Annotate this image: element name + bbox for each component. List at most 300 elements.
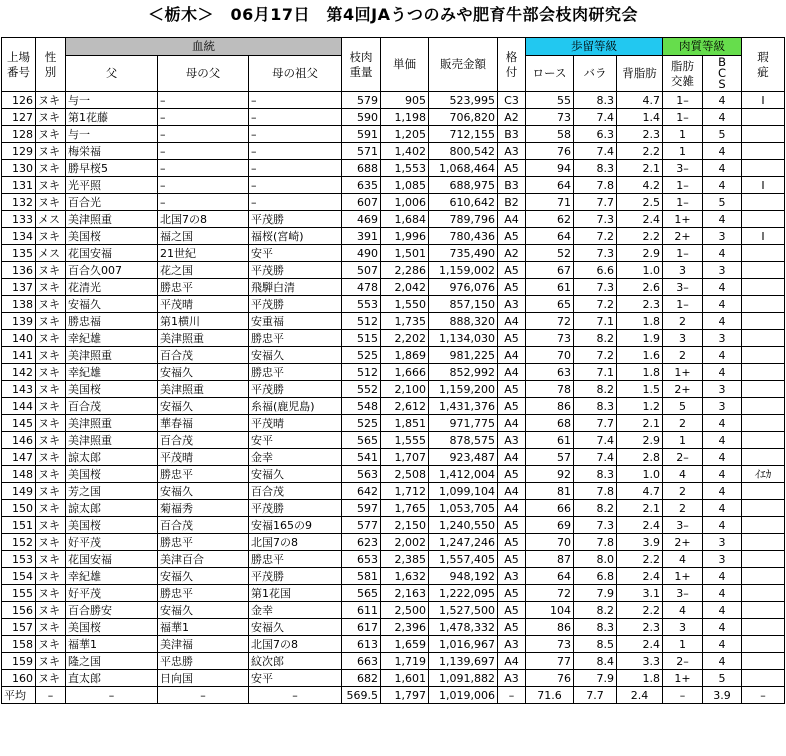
table-row	[2, 211, 785, 228]
table-row	[2, 551, 785, 568]
cell-dam-sire: 勝忠平	[158, 585, 249, 602]
cell-unit-price: 1,996	[381, 228, 429, 245]
cell-carcass-weight: 525	[342, 347, 381, 364]
cell-carcass-weight: 571	[342, 143, 381, 160]
cell-grade: B3	[498, 177, 526, 194]
cell-sex: ヌキ	[36, 449, 66, 466]
cell-loin: 57	[526, 449, 574, 466]
cell-rib: 8.0	[574, 551, 617, 568]
cell-dam-sire: –	[158, 177, 249, 194]
cell-dam-grandsire: 飛騨白清	[249, 279, 342, 296]
table-row	[2, 398, 785, 415]
cell-rib: 7.4	[574, 449, 617, 466]
cell-bcs: 4	[703, 364, 742, 381]
cell-bcs: 4	[703, 415, 742, 432]
header-marbling: 脂肪 交雑	[663, 56, 703, 92]
cell-loin: 64	[526, 568, 574, 585]
cell-lot-no: 148	[2, 466, 36, 483]
cell-lot-no: 159	[2, 653, 36, 670]
cell-sire: 美津照重	[66, 347, 158, 364]
cell-carcass-weight: 682	[342, 670, 381, 687]
cell-marbling: 2+	[663, 381, 703, 398]
cell-marbling: 3	[663, 330, 703, 347]
cell-bcs: 5	[703, 126, 742, 143]
cell-carcass-weight: 617	[342, 619, 381, 636]
cell-sales-amount: 1,139,697	[429, 653, 498, 670]
cell-defect	[742, 347, 785, 364]
cell-loin: 72	[526, 313, 574, 330]
cell-grade: A3	[498, 636, 526, 653]
cell-grade: A3	[498, 296, 526, 313]
cell-defect	[742, 245, 785, 262]
cell-sales-amount: 1,159,002	[429, 262, 498, 279]
cell-defect	[742, 500, 785, 517]
cell-dam-grandsire: 糸福(鹿児島)	[249, 398, 342, 415]
cell-bcs: 4	[703, 636, 742, 653]
cell-unit-price: 1,869	[381, 347, 429, 364]
cell-carcass-weight: 635	[342, 177, 381, 194]
cell-dam-sire: –	[158, 109, 249, 126]
average-rib: 7.7	[574, 687, 617, 704]
cell-carcass-weight: 642	[342, 483, 381, 500]
cell-back-fat: 3.9	[617, 534, 663, 551]
average-dam-sire: –	[158, 687, 249, 704]
cell-back-fat: 3.3	[617, 653, 663, 670]
cell-back-fat: 1.0	[617, 466, 663, 483]
cell-unit-price: 1,719	[381, 653, 429, 670]
cell-marbling: 2	[663, 483, 703, 500]
cell-sales-amount: 1,159,200	[429, 381, 498, 398]
cell-rib: 8.2	[574, 330, 617, 347]
cell-grade: A5	[498, 602, 526, 619]
cell-rib: 6.6	[574, 262, 617, 279]
cell-grade: A5	[498, 619, 526, 636]
cell-carcass-weight: 581	[342, 568, 381, 585]
cell-sales-amount: 1,053,705	[429, 500, 498, 517]
cell-back-fat: 2.1	[617, 160, 663, 177]
cell-rib: 7.4	[574, 109, 617, 126]
table-row	[2, 670, 785, 687]
cell-defect	[742, 296, 785, 313]
cell-back-fat: 1.4	[617, 109, 663, 126]
cell-marbling: 2+	[663, 534, 703, 551]
cell-bcs: 4	[703, 211, 742, 228]
cell-bcs: 4	[703, 483, 742, 500]
cell-sire: 幸紀雄	[66, 364, 158, 381]
cell-marbling: 3–	[663, 517, 703, 534]
cell-dam-grandsire: 紋次郎	[249, 653, 342, 670]
cell-back-fat: 2.4	[617, 211, 663, 228]
cell-loin: 78	[526, 381, 574, 398]
cell-carcass-weight: 663	[342, 653, 381, 670]
cell-rib: 7.3	[574, 211, 617, 228]
table-row	[2, 500, 785, 517]
cell-sex: ヌキ	[36, 534, 66, 551]
cell-dam-grandsire: 安福久	[249, 347, 342, 364]
cell-sales-amount: 712,155	[429, 126, 498, 143]
cell-grade: A4	[498, 347, 526, 364]
table-row	[2, 381, 785, 398]
cell-sales-amount: 976,076	[429, 279, 498, 296]
cell-carcass-weight: 613	[342, 636, 381, 653]
header-dam-sire: 母の父	[158, 56, 249, 92]
header-sire: 父	[66, 56, 158, 92]
cell-sex: ヌキ	[36, 602, 66, 619]
average-row	[2, 687, 785, 704]
cell-grade: A4	[498, 483, 526, 500]
cell-unit-price: 2,612	[381, 398, 429, 415]
cell-marbling: 1–	[663, 177, 703, 194]
cell-lot-no: 131	[2, 177, 36, 194]
table-row	[2, 364, 785, 381]
header-bcs: B C S	[703, 56, 742, 92]
cell-bcs: 3	[703, 330, 742, 347]
cell-bcs: 5	[703, 670, 742, 687]
cell-rib: 8.3	[574, 92, 617, 109]
cell-lot-no: 141	[2, 347, 36, 364]
cell-sire: 福華1	[66, 636, 158, 653]
cell-loin: 67	[526, 262, 574, 279]
cell-dam-grandsire: 福桜(宮崎)	[249, 228, 342, 245]
cell-grade: A5	[498, 330, 526, 347]
cell-loin: 77	[526, 653, 574, 670]
cell-sales-amount: 852,992	[429, 364, 498, 381]
cell-loin: 64	[526, 228, 574, 245]
cell-marbling: 1–	[663, 194, 703, 211]
cell-bcs: 4	[703, 313, 742, 330]
cell-sales-amount: 1,091,882	[429, 670, 498, 687]
cell-loin: 104	[526, 602, 574, 619]
cell-unit-price: 1,666	[381, 364, 429, 381]
cell-rib: 7.1	[574, 313, 617, 330]
header-unit-price: 単価	[381, 38, 429, 92]
cell-lot-no: 158	[2, 636, 36, 653]
cell-lot-no: 133	[2, 211, 36, 228]
cell-unit-price: 1,712	[381, 483, 429, 500]
cell-grade: A5	[498, 279, 526, 296]
cell-grade: A5	[498, 398, 526, 415]
cell-carcass-weight: 512	[342, 313, 381, 330]
cell-sire: 与一	[66, 92, 158, 109]
table-row	[2, 585, 785, 602]
cell-defect	[742, 432, 785, 449]
cell-sire: 美津照重	[66, 432, 158, 449]
cell-carcass-weight: 541	[342, 449, 381, 466]
cell-bcs: 3	[703, 228, 742, 245]
cell-rib: 7.1	[574, 364, 617, 381]
cell-marbling: 1	[663, 432, 703, 449]
cell-dam-grandsire: 安福久	[249, 466, 342, 483]
cell-rib: 7.9	[574, 585, 617, 602]
cell-carcass-weight: 478	[342, 279, 381, 296]
cell-rib: 8.3	[574, 398, 617, 415]
cell-defect	[742, 364, 785, 381]
table-row	[2, 517, 785, 534]
cell-grade: A3	[498, 143, 526, 160]
cell-sex: ヌキ	[36, 364, 66, 381]
cell-unit-price: 1,402	[381, 143, 429, 160]
cell-sex: ヌキ	[36, 466, 66, 483]
cell-carcass-weight: 563	[342, 466, 381, 483]
cell-carcass-weight: 565	[342, 585, 381, 602]
cell-dam-sire: 勝忠平	[158, 534, 249, 551]
cell-sales-amount: 923,487	[429, 449, 498, 466]
cell-back-fat: 2.3	[617, 296, 663, 313]
cell-back-fat: 2.6	[617, 279, 663, 296]
cell-marbling: 1–	[663, 296, 703, 313]
cell-lot-no: 150	[2, 500, 36, 517]
cell-sales-amount: 878,575	[429, 432, 498, 449]
cell-rib: 8.4	[574, 653, 617, 670]
cell-back-fat: 2.3	[617, 619, 663, 636]
cell-dam-sire: 美津百合	[158, 551, 249, 568]
cell-dam-grandsire: 安重福	[249, 313, 342, 330]
cell-grade: A2	[498, 109, 526, 126]
cell-dam-sire: –	[158, 160, 249, 177]
cell-back-fat: 2.4	[617, 517, 663, 534]
cell-back-fat: 2.3	[617, 126, 663, 143]
cell-dam-grandsire: 勝忠平	[249, 551, 342, 568]
cell-unit-price: 2,002	[381, 534, 429, 551]
cell-back-fat: 2.2	[617, 228, 663, 245]
cell-rib: 6.8	[574, 568, 617, 585]
cell-bcs: 4	[703, 160, 742, 177]
cell-unit-price: 1,601	[381, 670, 429, 687]
cell-loin: 71	[526, 194, 574, 211]
cell-dam-grandsire: –	[249, 194, 342, 211]
cell-defect: Ⅰ	[742, 92, 785, 109]
cell-dam-sire: 安福久	[158, 483, 249, 500]
cell-loin: 65	[526, 296, 574, 313]
cell-sex: ヌキ	[36, 296, 66, 313]
cell-rib: 7.8	[574, 483, 617, 500]
cell-carcass-weight: 597	[342, 500, 381, 517]
cell-loin: 52	[526, 245, 574, 262]
cell-sex: ヌキ	[36, 636, 66, 653]
cell-rib: 7.3	[574, 517, 617, 534]
header-yield-group: 歩留等級	[526, 38, 663, 56]
cell-sex: ヌキ	[36, 194, 66, 211]
cell-bcs: 3	[703, 381, 742, 398]
cell-dam-grandsire: –	[249, 143, 342, 160]
cell-loin: 70	[526, 534, 574, 551]
cell-grade: A5	[498, 466, 526, 483]
cell-loin: 76	[526, 670, 574, 687]
header-lot-no: 上場 番号	[2, 38, 36, 92]
average-carcass-weight: 569.5	[342, 687, 381, 704]
cell-dam-grandsire: –	[249, 160, 342, 177]
cell-loin: 64	[526, 177, 574, 194]
cell-dam-grandsire: 平茂晴	[249, 415, 342, 432]
cell-lot-no: 130	[2, 160, 36, 177]
cell-sex: ヌキ	[36, 160, 66, 177]
cell-marbling: 2–	[663, 449, 703, 466]
cell-sex: ヌキ	[36, 92, 66, 109]
cell-dam-sire: 勝忠平	[158, 466, 249, 483]
cell-unit-price: 2,100	[381, 381, 429, 398]
cell-grade: A5	[498, 517, 526, 534]
cell-carcass-weight: 512	[342, 364, 381, 381]
cell-sex: ヌキ	[36, 398, 66, 415]
cell-dam-sire: 平忠勝	[158, 653, 249, 670]
cell-lot-no: 156	[2, 602, 36, 619]
header-defect: 瑕 疵	[742, 38, 785, 92]
cell-lot-no: 137	[2, 279, 36, 296]
cell-rib: 7.8	[574, 177, 617, 194]
cell-defect	[742, 160, 785, 177]
cell-lot-no: 129	[2, 143, 36, 160]
cell-back-fat: 2.5	[617, 194, 663, 211]
cell-grade: C3	[498, 92, 526, 109]
cell-grade: B3	[498, 126, 526, 143]
cell-unit-price: 1,851	[381, 415, 429, 432]
cell-unit-price: 2,042	[381, 279, 429, 296]
cell-dam-sire: 福華1	[158, 619, 249, 636]
cell-marbling: 1	[663, 126, 703, 143]
cell-defect	[742, 194, 785, 211]
cell-rib: 7.3	[574, 279, 617, 296]
cell-defect	[742, 636, 785, 653]
cell-sales-amount: 1,431,376	[429, 398, 498, 415]
average-bcs: 3.9	[703, 687, 742, 704]
cell-sales-amount: 789,796	[429, 211, 498, 228]
cell-marbling: 3–	[663, 585, 703, 602]
cell-unit-price: 1,085	[381, 177, 429, 194]
table-row	[2, 228, 785, 245]
cell-back-fat: 1.2	[617, 398, 663, 415]
cell-bcs: 4	[703, 619, 742, 636]
cell-carcass-weight: 548	[342, 398, 381, 415]
header-quality-group: 肉質等級	[663, 38, 742, 56]
table-row	[2, 415, 785, 432]
cell-dam-sire: –	[158, 143, 249, 160]
cell-sire: 好平茂	[66, 534, 158, 551]
cell-lot-no: 142	[2, 364, 36, 381]
cell-loin: 76	[526, 143, 574, 160]
cell-dam-grandsire: 平茂勝	[249, 381, 342, 398]
cell-unit-price: 905	[381, 92, 429, 109]
cell-marbling: 3	[663, 262, 703, 279]
cell-lot-no: 127	[2, 109, 36, 126]
cell-bcs: 4	[703, 279, 742, 296]
cell-carcass-weight: 579	[342, 92, 381, 109]
cell-sales-amount: 1,412,004	[429, 466, 498, 483]
cell-loin: 66	[526, 500, 574, 517]
cell-rib: 8.3	[574, 466, 617, 483]
cell-grade: A3	[498, 670, 526, 687]
average-back-fat: 2.4	[617, 687, 663, 704]
cell-sex: ヌキ	[36, 551, 66, 568]
cell-sire: 直太郎	[66, 670, 158, 687]
cell-carcass-weight: 653	[342, 551, 381, 568]
cell-sex: ヌキ	[36, 126, 66, 143]
cell-back-fat: 2.2	[617, 602, 663, 619]
cell-defect	[742, 279, 785, 296]
cell-sex: ヌキ	[36, 517, 66, 534]
cell-loin: 63	[526, 364, 574, 381]
cell-dam-grandsire: –	[249, 126, 342, 143]
cell-dam-sire: 美津照重	[158, 381, 249, 398]
cell-loin: 68	[526, 415, 574, 432]
cell-defect	[742, 534, 785, 551]
cell-sire: 百合久007	[66, 262, 158, 279]
cell-dam-sire: 日向国	[158, 670, 249, 687]
cell-lot-no: 145	[2, 415, 36, 432]
cell-sex: ヌキ	[36, 381, 66, 398]
cell-carcass-weight: 611	[342, 602, 381, 619]
cell-back-fat: 3.1	[617, 585, 663, 602]
cell-dam-grandsire: 平茂勝	[249, 500, 342, 517]
cell-sex: ヌキ	[36, 483, 66, 500]
header-dam-grandsire: 母の祖父	[249, 56, 342, 92]
cell-dam-sire: 百合茂	[158, 347, 249, 364]
cell-dam-grandsire: 平茂勝	[249, 568, 342, 585]
cell-lot-no: 147	[2, 449, 36, 466]
cell-sales-amount: 523,995	[429, 92, 498, 109]
header-rib: バラ	[574, 56, 617, 92]
cell-sales-amount: 1,240,550	[429, 517, 498, 534]
cell-sex: メス	[36, 211, 66, 228]
cell-dam-grandsire: 安福165の9	[249, 517, 342, 534]
cell-unit-price: 2,500	[381, 602, 429, 619]
cell-carcass-weight: 591	[342, 126, 381, 143]
cell-dam-sire: 安福久	[158, 364, 249, 381]
cell-loin: 94	[526, 160, 574, 177]
cell-sales-amount: 610,642	[429, 194, 498, 211]
cell-grade: A5	[498, 551, 526, 568]
average-dam-grandsire: –	[249, 687, 342, 704]
cell-sex: ヌキ	[36, 585, 66, 602]
cell-back-fat: 1.0	[617, 262, 663, 279]
cell-lot-no: 126	[2, 92, 36, 109]
cell-sex: ヌキ	[36, 568, 66, 585]
cell-grade: A5	[498, 228, 526, 245]
cell-dam-grandsire: –	[249, 109, 342, 126]
cell-back-fat: 4.7	[617, 92, 663, 109]
cell-grade: A5	[498, 381, 526, 398]
table-row	[2, 177, 785, 194]
cell-bcs: 3	[703, 551, 742, 568]
cell-bcs: 4	[703, 585, 742, 602]
cell-dam-grandsire: 金幸	[249, 602, 342, 619]
table-row	[2, 109, 785, 126]
cell-dam-grandsire: 安福久	[249, 619, 342, 636]
average-unit-price: 1,797	[381, 687, 429, 704]
header-sex: 性 別	[36, 38, 66, 92]
average-sire: –	[66, 687, 158, 704]
cell-grade: A5	[498, 160, 526, 177]
cell-defect: Ⅰ	[742, 228, 785, 245]
cell-sire: 諒太郎	[66, 500, 158, 517]
cell-marbling: 1–	[663, 245, 703, 262]
cell-loin: 55	[526, 92, 574, 109]
cell-marbling: 3	[663, 619, 703, 636]
average-lot-no: 平均	[2, 687, 36, 704]
cell-dam-grandsire: 平茂勝	[249, 296, 342, 313]
cell-unit-price: 2,396	[381, 619, 429, 636]
cell-unit-price: 2,163	[381, 585, 429, 602]
cell-back-fat: 1.9	[617, 330, 663, 347]
cell-dam-sire: 勝忠平	[158, 279, 249, 296]
cell-unit-price: 1,555	[381, 432, 429, 449]
cell-dam-sire: 百合茂	[158, 432, 249, 449]
cell-loin: 81	[526, 483, 574, 500]
cell-back-fat: 2.1	[617, 415, 663, 432]
cell-carcass-weight: 590	[342, 109, 381, 126]
cell-marbling: 2	[663, 500, 703, 517]
cell-dam-sire: 第1横川	[158, 313, 249, 330]
cell-dam-sire: 美津照重	[158, 330, 249, 347]
